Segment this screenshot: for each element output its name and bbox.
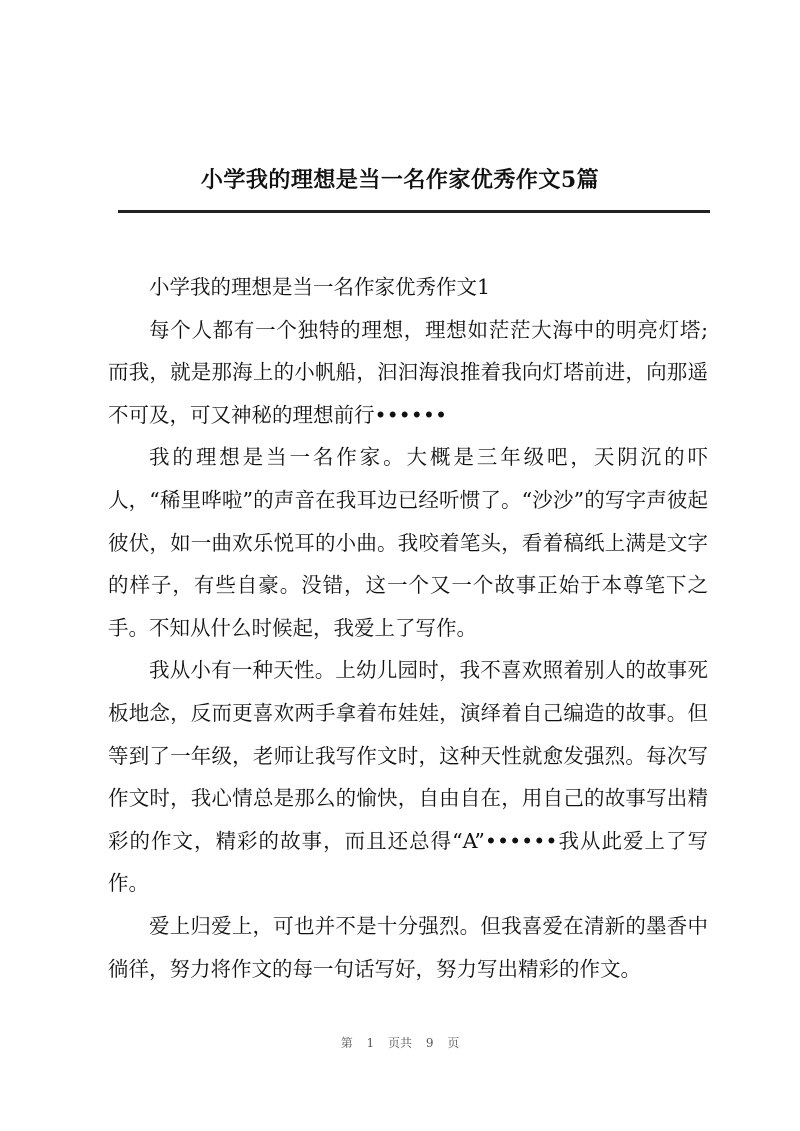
paragraph-4: 爱上归爱上，可也并不是十分强烈。但我喜爱在清新的墨香中徜徉，努力将作文的每一句话写好，努力写出精彩的作文。 — [108, 913, 708, 981]
paragraph-3: 我从小有一种天性。上幼儿园时，我不喜欢照着别人的故事死板地念，反而更喜欢两手拿着布娃娃，演绎着自己编造的故事。但等到了一年级，老师让我写作文时，这种天性就愈发强烈。每次写作文时，我心情总是那么的愉快，自由自在，用自己的故事写出精彩的作文，精彩的故事，而且还总得“A”••••••我从此爱上了写作。 — [108, 658, 708, 896]
document-title: 小学我的理想是当一名作家优秀作文5篇 — [200, 167, 600, 193]
paragraph-2: 我的理想是当一名作家。大概是三年级吧，天阴沉的吓人，“稀里哗啦”的声音在我耳边已经听惯了。“沙沙”的写字声彼起彼伏，如一曲欢乐悦耳的小曲。我咬着笔头，看着稿纸上满是文字的样子，有些自豪。没错，这一个又一个故事正始于本尊笔下之手。不知从什么时候起，我爱上了写作。 — [108, 445, 708, 640]
paragraph-1: 每个人都有一个独特的理想，理想如茫茫大海中的明亮灯塔;而我，就是那海上的小帆船，汩汩海浪推着我向灯塔前进，向那遥不可及，可又神秘的理想前行•••••• — [108, 317, 708, 427]
title-divider — [118, 210, 710, 213]
section-heading: 小学我的理想是当一名作家优秀作文1 — [149, 275, 491, 299]
document-body — [108, 266, 708, 990]
page-number-footer: 第 1 页共 9 页 — [340, 1036, 460, 1050]
